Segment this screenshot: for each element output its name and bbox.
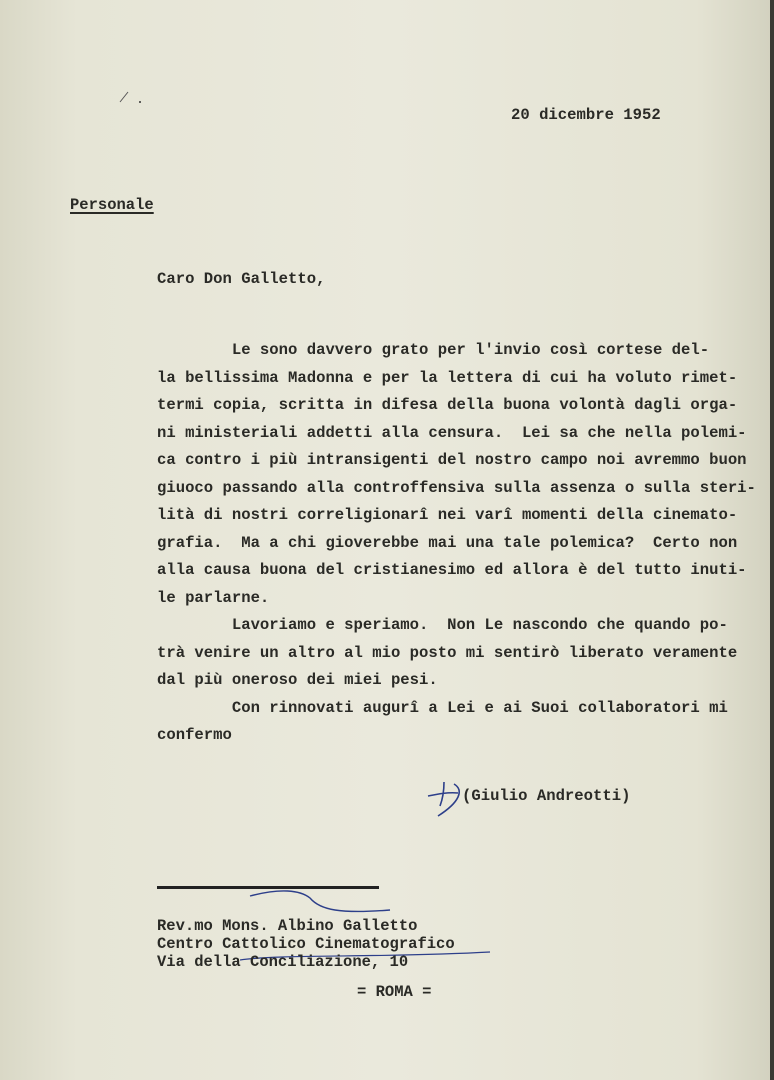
body-line: ca contro i più intransigenti del nostro campo noi avremmo buon	[157, 451, 747, 469]
body-line: trà venire un altro al mio posto mi sentirò liberato veramente	[157, 643, 738, 662]
body-line: alla causa buona del cristianesimo ed allora è del tutto inuti-	[157, 561, 747, 579]
body-line: giuoco passando alla controffensiva sulla assenza o sulla steri-	[157, 478, 756, 497]
body-line: grafia. Ma a chi gioverebbe mai una tale polemica? Certo non	[157, 533, 738, 552]
signature-name: (Giulio Andreotti)	[462, 787, 631, 805]
body-line: ni ministeriali addetti alla censura. Lei sa che nella polemi-	[157, 423, 747, 442]
address-line: Via della Conciliazione, 10	[157, 953, 409, 971]
body-line: Le sono davvero grato per l'invio così cortese del-	[157, 341, 710, 359]
salutation: Caro Don Galletto,	[157, 270, 326, 288]
body-line: le parlarne.	[157, 588, 270, 607]
body-line: la bellissima Madonna e per la lettera di cui ha voluto rimet-	[157, 368, 738, 387]
body-line: termi copia, scritta in difesa della buona volontà dagli orga-	[157, 396, 738, 414]
address-line: Rev.mo Mons. Albino Galletto	[157, 917, 418, 935]
body-line: dal più oneroso dei miei pesi.	[157, 671, 438, 689]
address-city: = ROMA =	[357, 983, 432, 1001]
body-line: Lavoriamo e speriamo. Non Le nascondo che quando po-	[157, 616, 728, 634]
body-line: lità di nostri correligionarî nei varî momenti della cinemato-	[157, 506, 738, 524]
scan-edge	[770, 0, 774, 1080]
body-line: Con rinnovati augurî a Lei e ai Suoi collaboratori mi	[157, 698, 728, 717]
letter-marking: Personale	[70, 196, 154, 214]
address-line: Centro Cattolico Cinematografico	[157, 935, 455, 953]
pencil-mark	[118, 88, 148, 108]
letter-date: 20 dicembre 1952	[511, 106, 661, 124]
body-line: confermo	[157, 726, 232, 744]
